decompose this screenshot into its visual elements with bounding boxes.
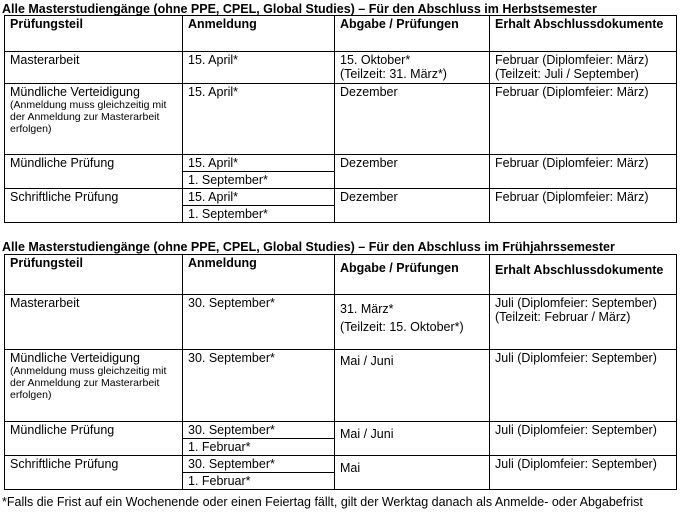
submission-cell: 31. März* (Teilzeit: 15. Oktober*)	[335, 295, 490, 350]
submission-cell: Mai	[335, 456, 490, 490]
header-submission: Abgabe / Prüfungen	[335, 16, 490, 52]
table-row	[5, 155, 677, 189]
table-row	[5, 189, 677, 223]
table-row	[5, 84, 677, 155]
registration-cell: 15. April*	[183, 84, 335, 155]
footnote: *Falls die Frist auf ein Wochenende oder einen Feiertag fällt, gilt der Werktag danach als Anmelde- oder Abgabefrist	[2, 495, 643, 509]
registration-cell: 15. April* 1. September*	[183, 189, 335, 223]
header-documents: Erhalt Abschlussdokumente	[490, 16, 677, 52]
submission-cell: Dezember	[335, 84, 490, 155]
part-cell: Mündliche Prüfung	[5, 155, 183, 189]
part-cell: Mündliche Verteidigung (Anmeldung muss gleichzeitig mit der Anmeldung zur Masterarbeit erfolgen)	[5, 84, 183, 155]
spring-table	[4, 254, 677, 490]
registration-cell: 15. April*	[183, 52, 335, 84]
table-row	[5, 350, 677, 422]
part-cell: Mündliche Prüfung	[5, 422, 183, 456]
registration-cell: 30. September* 1. Februar*	[183, 422, 335, 456]
part-cell: Masterarbeit	[5, 52, 183, 84]
submission-cell: Mai / Juni	[335, 422, 490, 456]
header-registration: Anmeldung	[183, 255, 335, 295]
header-part: Prüfungsteil	[5, 255, 183, 295]
registration-cell: 30. September* 1. Februar*	[183, 456, 335, 490]
documents-cell: Februar (Diplomfeier: März) (Teilzeit: Juli / September)	[490, 52, 677, 84]
part-cell: Mündliche Verteidigung (Anmeldung muss gleichzeitig mit der Anmeldung zur Masterarbeit erfolgen)	[5, 350, 183, 422]
header-documents: Erhalt Abschlussdokumente	[490, 255, 677, 295]
documents-cell: Juli (Diplomfeier: September)	[490, 422, 677, 456]
table-row	[5, 422, 677, 456]
section1-title: Alle Masterstudiengänge (ohne PPE, CPEL, Global Studies) – Für den Abschluss im Herbstsemester	[2, 2, 597, 16]
table-row	[5, 295, 677, 350]
documents-cell: Juli (Diplomfeier: September) (Teilzeit: Februar / März)	[490, 295, 677, 350]
table-row	[5, 456, 677, 490]
submission-cell: 15. Oktober* (Teilzeit: 31. März*)	[335, 52, 490, 84]
registration-cell: 30. September*	[183, 295, 335, 350]
documents-cell: Februar (Diplomfeier: März)	[490, 155, 677, 189]
documents-cell: Februar (Diplomfeier: März)	[490, 189, 677, 223]
documents-cell: Juli (Diplomfeier: September)	[490, 456, 677, 490]
submission-cell: Dezember	[335, 155, 490, 189]
part-note: (Anmeldung muss gleichzeitig mit der Anmeldung zur Masterarbeit erfolgen)	[10, 365, 167, 401]
part-cell: Schriftliche Prüfung	[5, 189, 183, 223]
table-header-row	[5, 16, 677, 52]
table-header-row	[5, 255, 677, 295]
header-registration: Anmeldung	[183, 16, 335, 52]
table-row	[5, 52, 677, 84]
registration-cell: 30. September*	[183, 350, 335, 422]
part-cell: Masterarbeit	[5, 295, 183, 350]
header-submission: Abgabe / Prüfungen	[335, 255, 490, 295]
submission-cell: Mai / Juni	[335, 350, 490, 422]
header-part: Prüfungsteil	[5, 16, 183, 52]
autumn-table	[4, 15, 677, 223]
documents-cell: Februar (Diplomfeier: März)	[490, 84, 677, 155]
registration-cell: 15. April* 1. September*	[183, 155, 335, 189]
part-cell: Schriftliche Prüfung	[5, 456, 183, 490]
submission-cell: Dezember	[335, 189, 490, 223]
documents-cell: Juli (Diplomfeier: September)	[490, 350, 677, 422]
section2-title: Alle Masterstudiengänge (ohne PPE, CPEL, Global Studies) – Für den Abschluss im Frühjahrssemester	[2, 240, 615, 254]
part-note: (Anmeldung muss gleichzeitig mit der Anmeldung zur Masterarbeit erfolgen)	[10, 99, 167, 135]
